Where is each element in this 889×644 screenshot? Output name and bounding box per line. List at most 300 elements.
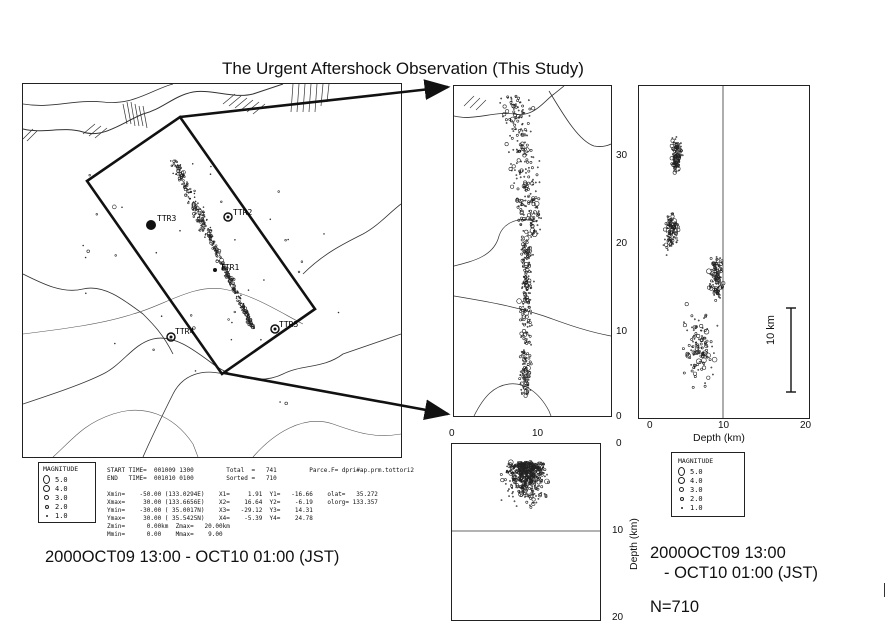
bottom-hypocenter (505, 483, 506, 484)
zoomed-epicenter (522, 112, 523, 113)
depth-hypocenter (720, 297, 721, 298)
zoomed-epicenter (520, 177, 521, 178)
zoomed-epicenter (529, 108, 531, 110)
zoomed-epicenter (511, 98, 512, 99)
bottom-hypocenter (544, 469, 546, 471)
bottom-hypocenter (516, 506, 517, 507)
zoom-boundary-3 (474, 384, 551, 416)
depth-hypocenter (719, 290, 720, 291)
bottom-hypocenter (501, 478, 504, 481)
depth-hypocenter (691, 370, 693, 372)
bottom-hypocenter (512, 493, 513, 494)
depth-y-tick-20: 20 (616, 238, 628, 249)
zoomed-epicenter (539, 182, 540, 183)
zoomed-epicenter (522, 109, 523, 110)
zoomed-epicenter (528, 170, 530, 172)
depth-hypocenter (703, 318, 704, 319)
zoomed-epicenter (531, 325, 532, 326)
depth-hypocenter (671, 215, 674, 218)
bottom-hypocenter (516, 469, 517, 470)
zoomed-epicenter (529, 322, 531, 324)
zoomed-epicenter (525, 262, 528, 265)
parameter-line: Ymax= 30.00 ( 35.5425N) X4= -5.39 Y4= 24.78 (107, 515, 313, 522)
zoomed-epicenter (526, 354, 527, 355)
zoomed-epicenter (531, 219, 532, 220)
legend-mag-1: 1.0 (55, 511, 68, 520)
zoomed-epicenter (526, 241, 528, 243)
depth-hypocenter (677, 240, 678, 241)
depth-hypocenter (674, 168, 675, 169)
zoomed-epicenter (538, 211, 539, 212)
zoomed-epicenter (522, 313, 524, 315)
zoomed-epicenter (505, 119, 507, 121)
depth-hypocenter (667, 249, 668, 250)
zoomed-epicenter (527, 363, 529, 365)
depth-hypocenter (709, 359, 711, 361)
bottom-hypocenter (546, 474, 547, 475)
zoomed-epicenter (526, 339, 527, 340)
zoomed-epicenter (519, 378, 521, 380)
depth-hypocenter (676, 232, 677, 233)
bottom-hypocenter (514, 482, 515, 483)
depth-hypocenter (672, 219, 673, 220)
zoomed-epicenter (513, 122, 514, 123)
bottom-hypocenter (538, 462, 539, 463)
depth-hypocenter (713, 353, 714, 354)
zoomed-epicenter (527, 122, 529, 124)
zoomed-epicenter (517, 159, 520, 162)
bottom-hypocenter (501, 500, 502, 501)
bottom-hypocenter (508, 489, 509, 490)
depth-hypocenter (714, 294, 715, 295)
depth-x-label: Depth (km) (693, 432, 745, 444)
mag-2-symbol (680, 497, 684, 501)
depth-hypocenter (696, 364, 698, 366)
zoomed-epicenter (518, 97, 520, 99)
zoomed-epicenter (513, 108, 514, 109)
mag-4-symbol (43, 485, 50, 492)
depth-hypocenter (693, 372, 696, 375)
zoomed-epicenter (539, 160, 540, 161)
zoomed-epicenter (526, 161, 528, 163)
bottom-hypocenter (532, 486, 533, 487)
parameter-line: Xmin= -50.00 (133.0294E) X1= 1.91 Y1= -16.66 olat= 35.272 (107, 491, 378, 498)
depth-hypocenter (697, 334, 700, 337)
depth-hypocenter (682, 155, 683, 156)
depth-hypocenter (677, 142, 678, 143)
bottom-hypocenter (522, 476, 523, 477)
zoomed-epicenter (530, 193, 531, 194)
depth-hypocenter (683, 323, 686, 326)
depth-hypocenter (680, 146, 681, 147)
zoomed-epicenter (521, 288, 522, 289)
bottom-hypocenter (538, 498, 539, 499)
zoomed-epicenter (540, 229, 541, 230)
depth-hypocenter (675, 139, 676, 140)
depth-hypocenter (667, 216, 668, 217)
bottom-hypocenter (535, 478, 537, 480)
bottom-hypocenter (526, 501, 528, 503)
depth-hypocenter (669, 220, 670, 221)
depth-hypocenter (705, 345, 706, 346)
zoomed-epicenter (517, 188, 519, 190)
zoomed-epicenter (519, 173, 520, 174)
depth-hypocenter (710, 257, 712, 259)
zoomed-epicenter (528, 167, 529, 168)
zoomed-epicenter (521, 394, 522, 395)
zoom-coast-2 (549, 91, 611, 147)
bottom-hypocenter (529, 505, 530, 506)
zoomed-epicenter (524, 142, 525, 143)
depth-hypocenter (695, 332, 697, 334)
depth-hypocenter (697, 353, 698, 354)
zoomed-epicenter (532, 107, 535, 110)
bottom-hypocenter (512, 491, 513, 492)
depth-hypocenter (710, 280, 712, 282)
zoomed-epicenter (519, 319, 521, 321)
mag-3-symbol (679, 487, 684, 492)
zoomed-epicenter (516, 199, 519, 202)
zoomed-epicenter (503, 105, 506, 108)
zoomed-epicenter (510, 185, 513, 188)
parameter-line: END TIME= 001010 0100 Sorted = 710 (107, 475, 277, 482)
zoomed-epicenter (523, 324, 525, 326)
zoomed-epicenter (530, 271, 531, 272)
depth-hypocenter (702, 327, 703, 328)
zoomed-epicenter (517, 120, 519, 122)
depth-hypocenter (712, 275, 715, 278)
zoomed-epicenter (513, 105, 514, 106)
depth-hypocenter (715, 283, 716, 284)
zoomed-epicenter (525, 382, 527, 384)
depth-hypocenter (693, 330, 694, 331)
legend-mag-3: 3.0 (55, 493, 68, 502)
bottom-hypocenter (537, 486, 538, 487)
zoomed-epicenter (524, 333, 527, 336)
station-ttr3-label: TTR3 (157, 214, 177, 223)
zoomed-epicenter (537, 167, 538, 168)
legend-right-mag-3: 3.0 (690, 485, 703, 494)
zoomed-epicenter (538, 198, 540, 200)
zoomed-epicenter (523, 386, 524, 387)
zoomed-epicenters (500, 95, 542, 397)
zoomed-epicenter (526, 360, 527, 361)
bottom-hypocenter (515, 470, 516, 471)
zoomed-epicenter (521, 336, 522, 337)
zoomed-epicenter (522, 105, 524, 107)
depth-hypocenter (709, 283, 710, 284)
zoomed-epicenter (522, 323, 523, 324)
zoomed-epicenter (526, 390, 527, 391)
zoomed-epicenter (523, 357, 524, 358)
zoomed-epicenter (516, 134, 518, 136)
zoomed-epicenter (522, 364, 523, 365)
station-ttr1-label: TTR1 (220, 263, 240, 272)
bottom-hypocenter (541, 471, 542, 472)
mag-4-symbol (678, 477, 685, 484)
zoomed-epicenter (500, 102, 501, 103)
depth-hypocenter (666, 255, 667, 256)
depth-hypocenter (663, 228, 666, 231)
zoomed-epicenter (533, 157, 534, 158)
depth-hypocenter (664, 239, 665, 240)
bottom-hypocenter (525, 485, 526, 486)
zoomed-epicenter (534, 213, 535, 214)
zoomed-epicenter (533, 233, 534, 234)
zoomed-epicenter (525, 169, 526, 170)
legend-right-mag-2: 2.0 (690, 494, 703, 503)
bottom-hypocenter (516, 481, 517, 482)
bottom-hypocenter (539, 485, 540, 486)
zoomed-epicenter (519, 356, 521, 358)
legend-mag-4: 4.0 (55, 484, 68, 493)
scale-bar-label: 10 km (765, 315, 777, 345)
zoom-boundary-2 (454, 296, 611, 336)
zoomed-epicenter (525, 200, 526, 201)
depth-hypocenter (701, 368, 703, 370)
depth-hypocenter (718, 272, 719, 273)
bottom-hypocenter (534, 481, 535, 482)
zoomed-epicenter (518, 129, 520, 131)
bottom-section-hypocenters (500, 460, 549, 509)
depth-hypocenter (717, 325, 718, 326)
depth-y-tick-30: 30 (616, 150, 628, 161)
zoomed-epicenter (525, 172, 526, 173)
depth-hypocenter (720, 268, 721, 269)
zoomed-epicenter (528, 252, 529, 253)
depth-hypocenter (694, 376, 696, 378)
bottom-hypocenter (536, 502, 537, 503)
zoomed-epicenter (511, 137, 513, 139)
depth-hypocenter (698, 320, 699, 321)
bottom-hypocenter (516, 485, 517, 486)
legend-right-title: MAGNITUDE (678, 457, 714, 465)
bottom-hypocenter (544, 476, 545, 477)
zoomed-epicenter (521, 129, 522, 130)
depth-hypocenter (716, 256, 717, 257)
zoomed-epicenter (529, 293, 530, 294)
legend-mag-2: 2.0 (55, 502, 68, 511)
depth-hypocenter (698, 345, 699, 346)
zoomed-epicenter (522, 329, 525, 332)
zoomed-epicenter (535, 207, 536, 208)
zoomed-epicenter (537, 207, 538, 208)
bottom-section-panel (451, 443, 601, 621)
depth-hypocenter (664, 243, 667, 246)
zoomed-epicenter (506, 122, 507, 123)
zoomed-epicenter (532, 179, 533, 180)
zoomed-epicenter (514, 124, 516, 126)
depth-y-tick-10: 10 (616, 326, 628, 337)
zoomed-epicenter (528, 387, 529, 388)
legend-mag-5: 5.0 (55, 475, 68, 484)
depth-hypocenter (666, 247, 668, 249)
depth-hypocenter (688, 344, 690, 346)
zoomed-epicenter (521, 355, 522, 356)
zoomed-epicenter (522, 130, 523, 131)
side-caption-line2: - OCT10 01:00 (JST) (664, 564, 819, 582)
depth-hypocenter (677, 226, 679, 228)
zoomed-epicenter (535, 191, 536, 192)
time-range-caption: 2000OCT09 13:00 - OCT10 01:00 (JST) (45, 548, 340, 566)
zoomed-epicenter (517, 152, 518, 153)
depth-hypocenter (679, 143, 680, 144)
depth-hypocenter (670, 144, 673, 147)
depth-hypocenter (703, 364, 704, 365)
zoomed-epicenter (535, 182, 536, 183)
bottom-hypocenter (532, 498, 535, 501)
depth-x-tick-0: 0 (647, 420, 653, 431)
zoomed-epicenter (528, 176, 530, 178)
zoomed-epicenter (528, 292, 529, 293)
depth-x-tick-20: 20 (800, 420, 812, 431)
zoomed-epicenter (517, 100, 519, 102)
depth-hypocenter (691, 315, 693, 317)
depth-hypocenter (668, 216, 669, 217)
zoomed-epicenter (532, 184, 533, 185)
zoomed-epicenter (511, 97, 512, 98)
side-caption-line1: 2000OCT09 13:00 (650, 544, 786, 562)
bottom-hypocenter (543, 463, 544, 464)
zoomed-epicenter (532, 254, 533, 255)
zoomed-epicenter (531, 156, 532, 157)
depth-hypocenter (701, 335, 702, 336)
zoomed-epicenter (530, 313, 531, 314)
zoomed-epicenter (526, 342, 528, 344)
bottom-hypocenter (534, 493, 535, 494)
depth-hypocenter (710, 341, 712, 343)
arrow-bottom (224, 373, 448, 414)
zoomed-epicenter (523, 318, 525, 320)
zoomed-epicenter (536, 174, 538, 176)
zoomed-epicenter (522, 170, 523, 171)
zoomed-epicenter (514, 170, 515, 171)
bottom-hypocenter (507, 466, 508, 467)
zoom-coast-hatch (464, 96, 486, 110)
zoomed-epicenter (537, 233, 538, 234)
depth-hypocenter (710, 287, 713, 290)
depth-hypocenter (716, 277, 717, 278)
zoomed-epicenter (529, 326, 530, 327)
zoomed-epicenter (512, 165, 515, 168)
zoomed-epicenter (529, 264, 530, 265)
depth-hypocenter (683, 372, 685, 374)
zoomed-epicenter (522, 374, 523, 375)
bottom-hypocenter (520, 494, 522, 496)
zoomed-epicenter (521, 239, 523, 241)
figure-title: The Urgent Aftershock Observation (This Study) (222, 59, 584, 78)
zoomed-epicenter (518, 110, 519, 111)
zoomed-epicenter (528, 382, 529, 383)
depth-hypocenter (691, 338, 693, 340)
depth-hypocenter (672, 150, 673, 151)
bottom-hypocenter (533, 502, 534, 503)
depth-hypocenter (677, 160, 678, 161)
depth-hypocenter (694, 338, 695, 339)
zoomed-epicenter (521, 392, 522, 393)
zoomed-epicenter (527, 182, 529, 184)
depth-hypocenter (691, 327, 692, 328)
depth-hypocenter (699, 353, 700, 354)
depth-hypocenter (667, 217, 668, 218)
zoomed-epicenter (503, 113, 506, 116)
bottom-hypocenter (544, 493, 545, 494)
depth-hypocenter (720, 258, 721, 259)
zoomed-epicenter (529, 335, 531, 337)
mag-1-symbol (46, 515, 48, 517)
depth-hypocenter (685, 302, 688, 305)
zoomed-epicenter (530, 131, 531, 132)
zoomed-epicenter (525, 196, 526, 197)
zoomed-epicenter (532, 202, 535, 205)
bottom-hypocenter (515, 483, 516, 484)
zoomed-epicenter (514, 183, 515, 184)
zoomed-epicenter (526, 259, 527, 260)
zoomed-epicenter (523, 230, 524, 231)
depth-hypocenter (675, 237, 677, 239)
zoomed-epicenter (525, 384, 526, 385)
parameter-line: START TIME= 001009 1300 Total = 741 Parce.F= dpri#ap.prm.tottori2 (107, 467, 415, 474)
zoomed-epicenter (528, 100, 529, 101)
bottom-hypocenter (514, 501, 515, 502)
depth-hypocenter (711, 367, 712, 368)
zoomed-epicenter (531, 236, 532, 237)
zoomed-epicenter (523, 350, 524, 351)
zoomed-epicenter (530, 149, 532, 151)
bottom-depth-tick-10: 10 (612, 525, 624, 536)
zoomed-epicenter (525, 230, 528, 233)
zoomed-epicenter (530, 389, 531, 390)
depth-hypocenter (718, 294, 719, 295)
zoomed-epicenter (529, 372, 531, 374)
bottom-depth-tick-20: 20 (612, 612, 624, 623)
zoomed-epicenter (536, 231, 537, 232)
depth-hypocenter (672, 138, 673, 139)
station-ttr2-label: TTR2 (233, 208, 253, 217)
zoomed-epicenter (516, 175, 517, 176)
legend-title: MAGNITUDE (43, 465, 79, 473)
zoomed-epicenter (524, 394, 527, 397)
zoomed-epicenter-plot (454, 86, 611, 416)
zoomed-epicenter (529, 355, 531, 357)
zoomed-epicenter (512, 128, 513, 129)
zoomed-epicenter-panel (453, 85, 612, 417)
zoomed-epicenter (527, 135, 528, 136)
depth-hypocenter (691, 350, 692, 351)
station-ttr5-label: TTR5 (279, 320, 299, 329)
zoomed-epicenter (508, 152, 509, 153)
bottom-hypocenter (541, 492, 542, 493)
bottom-hypocenter (512, 475, 513, 476)
zoomed-epicenter (519, 306, 521, 308)
zoomed-epicenter (531, 344, 532, 345)
mag-5-symbol (43, 475, 50, 484)
mag-5-symbol (678, 467, 685, 476)
depth-y-tick-0: 0 (616, 411, 622, 422)
depth-hypocenter (680, 149, 681, 150)
zoomed-epicenter (535, 197, 537, 199)
bottom-hypocenter (517, 487, 518, 488)
depth-x-tick-10: 10 (718, 420, 730, 431)
depth-hypocenter (692, 341, 693, 342)
depth-hypocenter (700, 343, 702, 345)
depth-hypocenter (692, 337, 693, 338)
parameter-line: Mmin= 0.00 Mmax= 9.00 (107, 531, 223, 538)
zoomed-epicenter (529, 319, 530, 320)
zoomed-epicenter (510, 135, 511, 136)
zoomed-epicenter (527, 214, 530, 217)
zoomed-epicenter (521, 389, 522, 390)
